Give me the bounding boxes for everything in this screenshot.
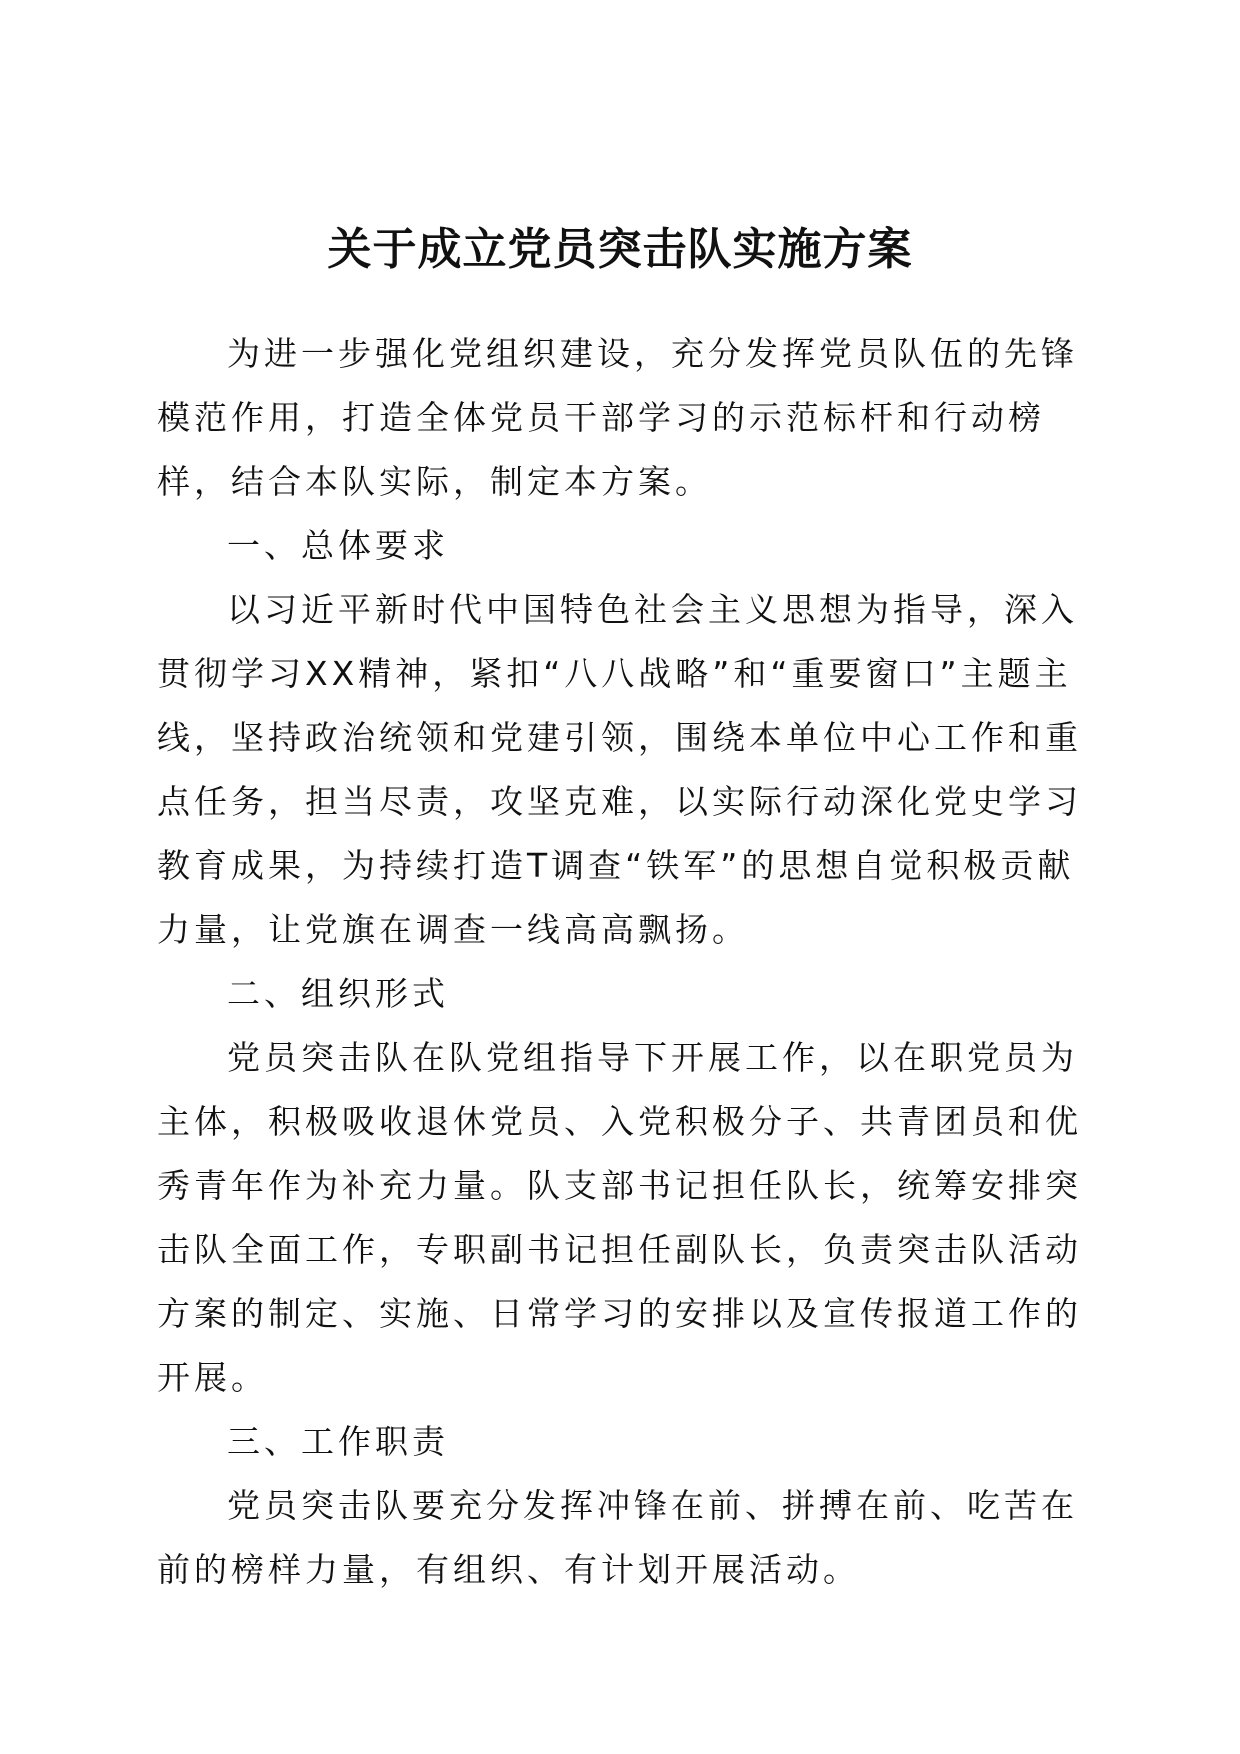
section-body-organization: 党员突击队在队党组指导下开展工作，以在职党员为主体，积极吸收退休党员、入党积极分子、共青团员和优秀青年作为补充力量。队支部书记担任队长，统筹安排突击队全面工作，专职副书记担任副队长，负责突击队活动方案的制定、实施、日常学习的安排以及宣传报道工作的开展。 bbox=[157, 1038, 1082, 1397]
section-heading-organization: 二、组织形式 bbox=[227, 974, 449, 1013]
intro-paragraph: 为进一步强化党组织建设，充分发挥党员队伍的先锋模范作用，打造全体党员干部学习的示范标杆和行动榜样，结合本队实际，制定本方案。 bbox=[157, 334, 1078, 501]
document-title: 关于成立党员突击队实施方案 bbox=[327, 224, 913, 275]
section-heading-requirements: 一、总体要求 bbox=[227, 526, 449, 565]
document-body bbox=[157, 322, 1092, 1602]
section-heading-duties: 三、工作职责 bbox=[227, 1422, 449, 1461]
section-body-duties: 党员突击队要充分发挥冲锋在前、拼搏在前、吃苦在前的榜样力量，有组织、有计划开展活动。 bbox=[157, 1486, 1078, 1589]
section-body-requirements: 以习近平新时代中国特色社会主义思想为指导，深入贯彻学习XX精神，紧扣“八八战略”和“重要窗口”主题主线，坚持政治统领和党建引领，围绕本单位中心工作和重点任务，担当尽责，攻坚克难，以实际行动深化党史学习教育成果，为持续打造T调查“铁军”的思想自觉积极贡献力量，让党旗在调查一线高高飘扬。 bbox=[157, 590, 1082, 949]
